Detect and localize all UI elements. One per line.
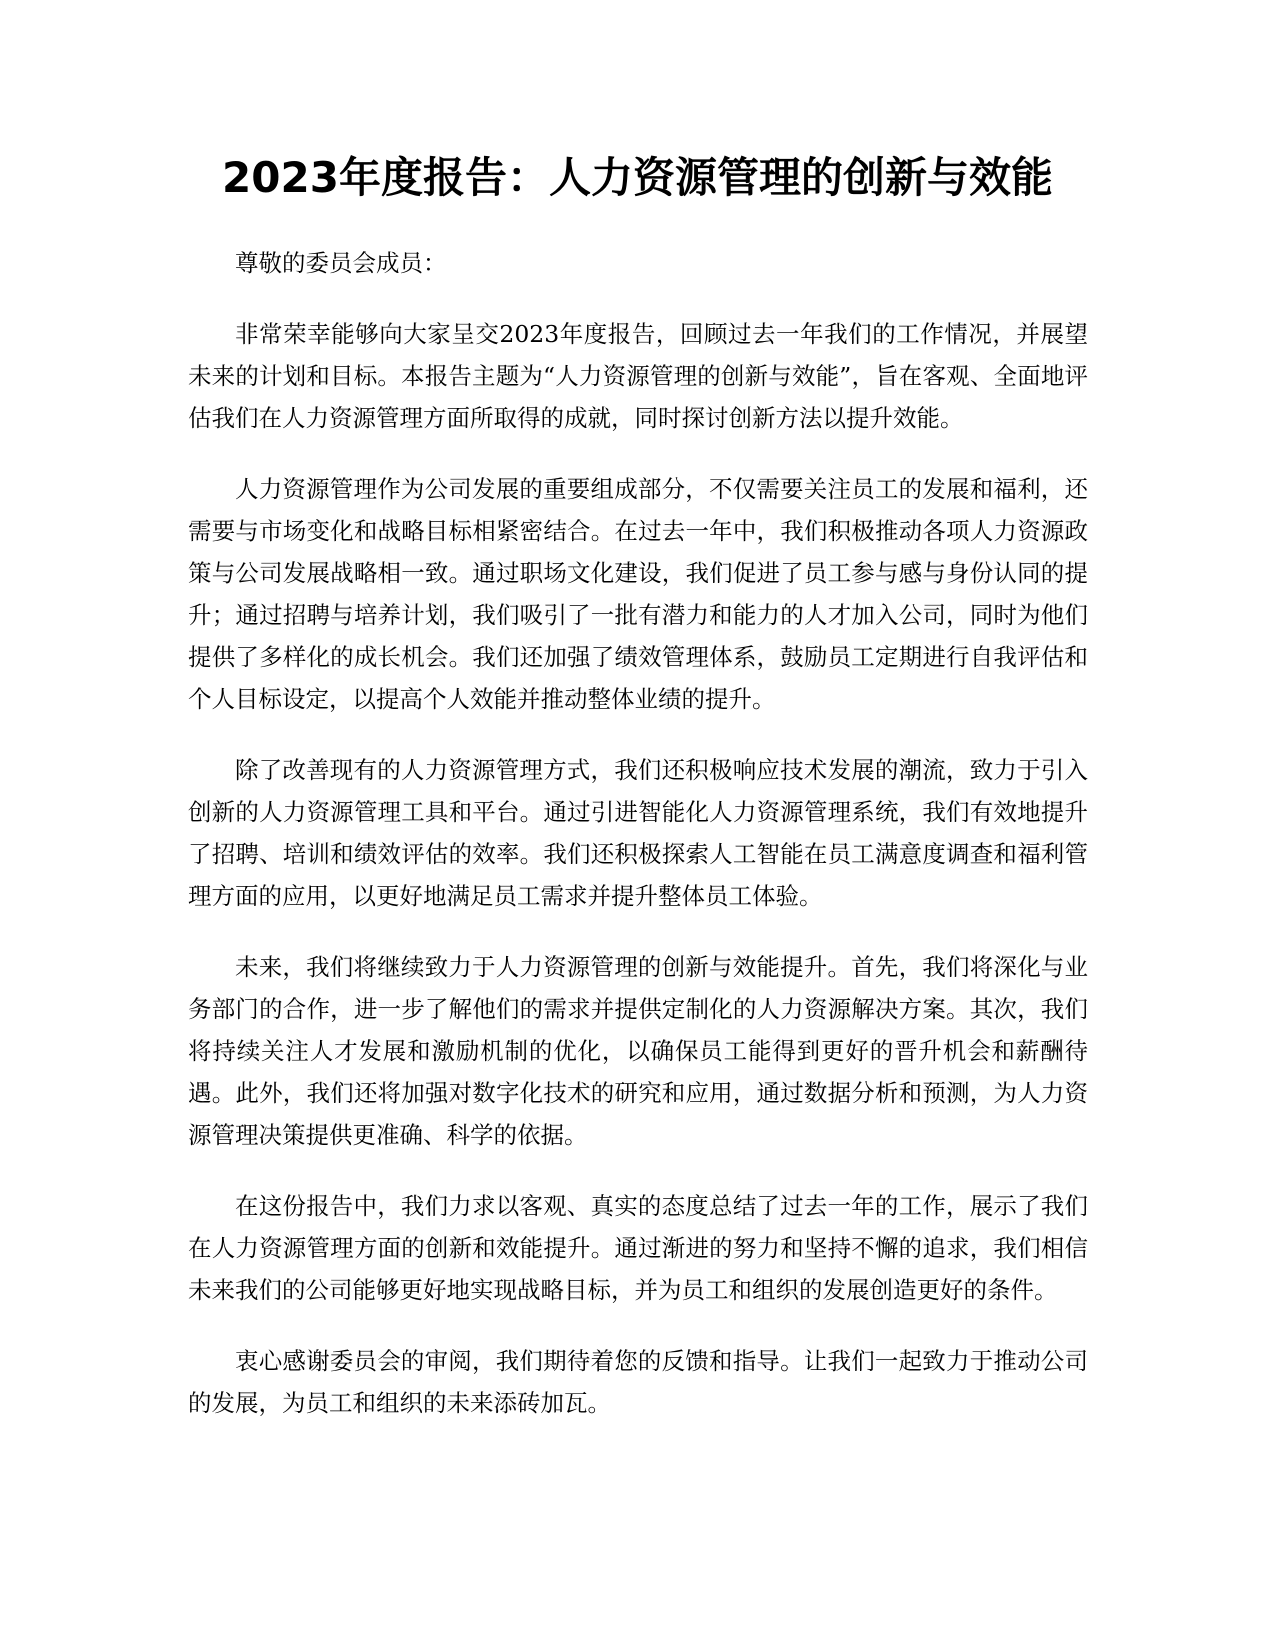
paragraph-future-plans: 未来，我们将继续致力于人力资源管理的创新与效能提升。首先，我们将深化与业务部门的合作，进一步了解他们的需求并提供定制化的人力资源解决方案。其次，我们将持续关注人才发展和激励机制的优化，以确保员工能得到更好的晋升机会和薪酬待遇。此外，我们还将加强对数字化技术的研究和应用，通过数据分析和预测，为人力资源管理决策提供更准确、科学的依据。 [188,953,1088,1149]
paragraph-technology: 除了改善现有的人力资源管理方式，我们还积极响应技术发展的潮流，致力于引入创新的人力资源管理工具和平台。通过引进智能化人力资源管理系统，我们有效地提升了招聘、培训和绩效评估的效率。我们还积极探索人工智能在员工满意度调查和福利管理方面的应用，以更好地满足员工需求并提升整体员工体验。 [188,756,1088,910]
paragraph-closing: 衷心感谢委员会的审阅，我们期待着您的反馈和指导。让我们一起致力于推动公司的发展，为员工和组织的未来添砖加瓦。 [188,1347,1088,1417]
paragraph-hr-overview: 人力资源管理作为公司发展的重要组成部分，不仅需要关注员工的发展和福利，还需要与市场变化和战略目标相紧密结合。在过去一年中，我们积极推动各项人力资源政策与公司发展战略相一致。通过职场文化建设，我们促进了员工参与感与身份认同的提升；通过招聘与培养计划，我们吸引了一批有潜力和能力的人才加入公司，同时为他们提供了多样化的成长机会。我们还加强了绩效管理体系，鼓励员工定期进行自我评估和个人目标设定，以提高个人效能并推动整体业绩的提升。 [188,475,1088,713]
document-title: 2023年度报告：人力资源管理的创新与效能 [222,153,1053,202]
document-body [188,242,1088,1453]
paragraph-summary: 在这份报告中，我们力求以客观、真实的态度总结了过去一年的工作，展示了我们在人力资源管理方面的创新和效能提升。通过渐进的努力和坚持不懈的追求，我们相信未来我们的公司能够更好地实现战略目标，并为员工和组织的发展创造更好的条件。 [188,1192,1088,1304]
paragraph-intro: 非常荣幸能够向大家呈交2023年度报告，回顾过去一年我们的工作情况，并展望未来的计划和目标。本报告主题为“人力资源管理的创新与效能”，旨在客观、全面地评估我们在人力资源管理方面所取得的成就，同时探讨创新方法以提升效能。 [188,320,1088,432]
salutation: 尊敬的委员会成员： [235,249,447,277]
